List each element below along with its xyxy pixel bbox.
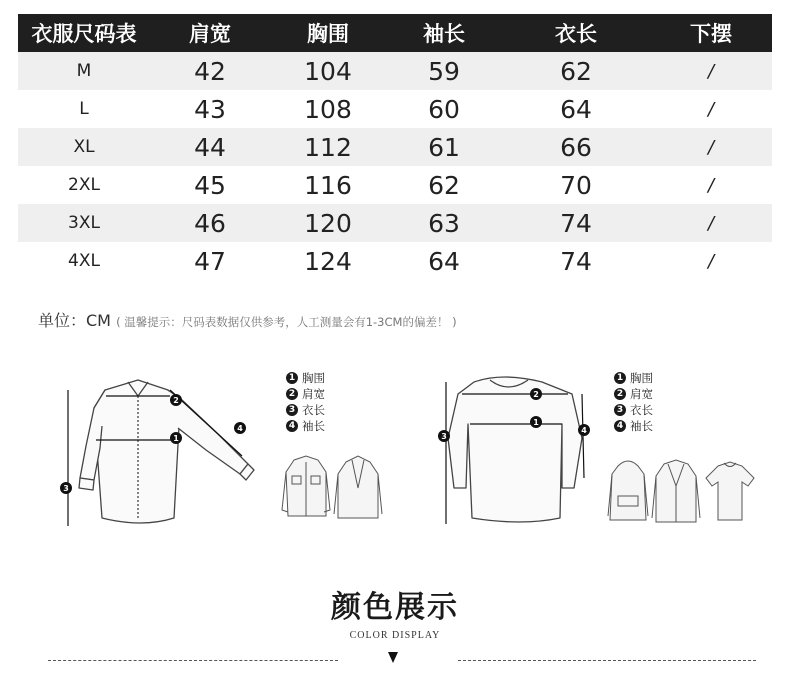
legend-item: 3 衣长 [286, 402, 325, 418]
crewneck-sweater-icon [448, 377, 582, 522]
divider-left [48, 660, 338, 661]
svg-text:4: 4 [581, 426, 587, 435]
unit-label: 单位：CM [38, 311, 111, 330]
shirt-legend [286, 370, 325, 434]
chest-cell: 120 [270, 204, 386, 242]
svg-text:3: 3 [63, 484, 69, 493]
size-cell: M [18, 52, 150, 90]
table-row [18, 90, 772, 128]
hem-cell: / [650, 52, 772, 90]
header-shoulder: 肩宽 [150, 14, 270, 52]
shoulder-cell: 47 [150, 242, 270, 280]
svg-text:1: 1 [533, 418, 539, 427]
chest-cell: 112 [270, 128, 386, 166]
legend-item: 1 胸围 [286, 370, 325, 386]
svg-text:1: 1 [173, 434, 179, 443]
svg-text:4: 4 [237, 424, 243, 433]
header-chest: 胸围 [270, 14, 386, 52]
length-cell: 62 [502, 52, 650, 90]
length-cell: 74 [502, 204, 650, 242]
sleeve-cell: 59 [386, 52, 502, 90]
shoulder-cell: 45 [150, 166, 270, 204]
length-cell: 64 [502, 90, 650, 128]
top-icons [606, 456, 756, 528]
shoulder-cell: 42 [150, 52, 270, 90]
svg-text:2: 2 [173, 396, 179, 405]
denim-jacket-icon [282, 456, 330, 516]
cardigan-icon [652, 460, 700, 522]
sleeve-cell: 64 [386, 242, 502, 280]
sleeve-cell: 61 [386, 128, 502, 166]
down-arrow-icon [388, 652, 398, 663]
header-size-chart: 衣服尺码表 [18, 14, 150, 52]
legend-item: 4 袖长 [614, 418, 653, 434]
shirt-measurement-diagram [50, 368, 260, 540]
hem-cell: / [650, 166, 772, 204]
sweater-measurement-diagram [432, 368, 602, 540]
chest-cell: 116 [270, 166, 386, 204]
header-sleeve: 袖长 [386, 14, 502, 52]
length-cell: 70 [502, 166, 650, 204]
size-cell: L [18, 90, 150, 128]
color-display-title: 颜色展示 [331, 590, 459, 625]
color-display-subtitle: COLOR DISPLAY [349, 630, 441, 641]
size-cell: 2XL [18, 166, 150, 204]
hem-cell: / [650, 242, 772, 280]
svg-text:2: 2 [533, 390, 539, 399]
hem-cell: / [650, 204, 772, 242]
shoulder-cell: 44 [150, 128, 270, 166]
hem-cell: / [650, 90, 772, 128]
header-hem: 下摆 [650, 14, 772, 52]
table-row [18, 204, 772, 242]
jacket-icons [280, 452, 390, 528]
size-cell: XL [18, 128, 150, 166]
measurement-hint: ( 温馨提示：尺码表数据仅供参考，人工测量会有1-3CM的偏差！ ) [116, 315, 457, 329]
size-chart-table [18, 14, 772, 280]
legend-item: 1 胸围 [614, 370, 653, 386]
svg-text:3: 3 [441, 432, 447, 441]
shoulder-cell: 46 [150, 204, 270, 242]
table-row [18, 128, 772, 166]
length-cell: 66 [502, 128, 650, 166]
legend-item: 4 袖长 [286, 418, 325, 434]
legend-item: 3 衣长 [614, 402, 653, 418]
long-sleeve-shirt-icon [79, 380, 254, 523]
hoodie-icon [608, 461, 648, 520]
size-cell: 4XL [18, 242, 150, 280]
tshirt-icon [706, 462, 754, 520]
sweater-legend [614, 370, 653, 434]
unit-note [38, 308, 457, 331]
size-chart-header-row [18, 14, 772, 52]
table-row [18, 52, 772, 90]
legend-item: 2 肩宽 [614, 386, 653, 402]
sleeve-cell: 63 [386, 204, 502, 242]
chest-cell: 104 [270, 52, 386, 90]
size-cell: 3XL [18, 204, 150, 242]
hem-cell: / [650, 128, 772, 166]
sleeve-cell: 62 [386, 166, 502, 204]
chest-cell: 108 [270, 90, 386, 128]
chest-cell: 124 [270, 242, 386, 280]
length-cell: 74 [502, 242, 650, 280]
divider-right [458, 660, 756, 661]
sleeve-cell: 60 [386, 90, 502, 128]
table-row [18, 166, 772, 204]
table-row [18, 242, 772, 280]
legend-item: 2 肩宽 [286, 386, 325, 402]
blazer-icon [334, 456, 382, 518]
header-length: 衣长 [502, 14, 650, 52]
shoulder-cell: 43 [150, 90, 270, 128]
